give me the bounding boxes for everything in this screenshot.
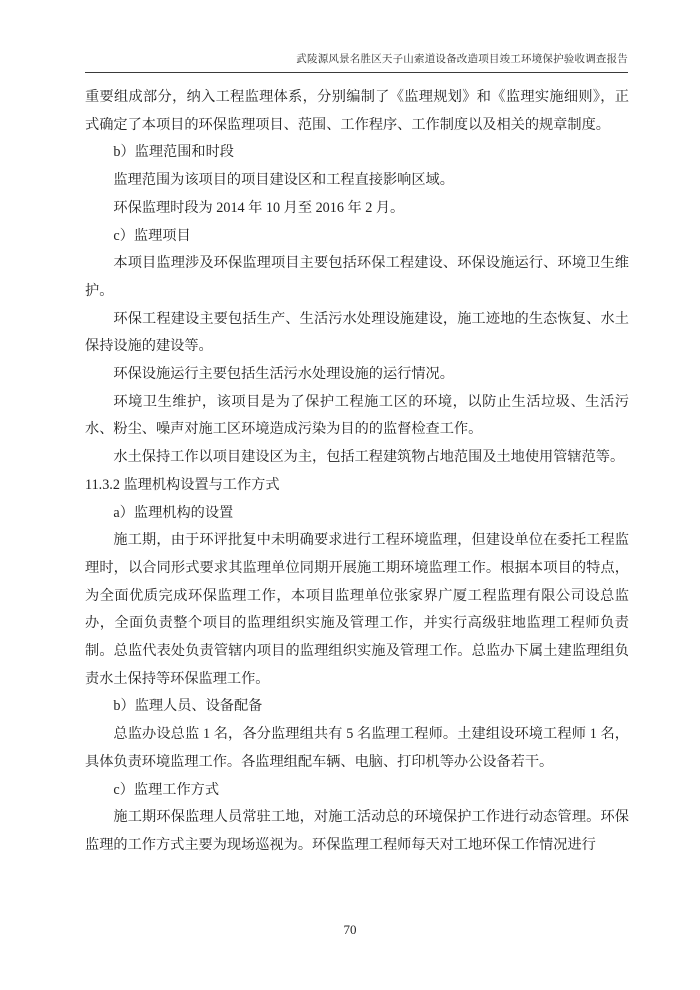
paragraph: b）监理人员、设备配备: [113, 698, 263, 715]
paragraph: 环保工程建设主要包括生产、生活污水处理设施建设，施工迹地的生态恢复、水土保持设施的建设等。: [85, 310, 629, 355]
paragraph: 重要组成部分，纳入工程监理体系，分别编制了《监理规划》和《监理实施细则》，正式确定了本项目的环保监理项目、范围、工作程序、工作制度以及相关的规章制度。: [85, 89, 629, 133]
paragraph: 本项目监理涉及环保监理项目主要包括环保工程建设、环保设施运行、环境卫生维护。: [85, 255, 629, 299]
paragraph: c）监理工作方式: [113, 781, 220, 798]
paragraph: 环保监理时段为 2014 年 10 月至 2016 年 2 月。: [113, 199, 405, 216]
section-heading: 11.3.2 监理机构设置与工作方式: [85, 476, 280, 493]
paragraph: 总监办设总监 1 名，各分监理组共有 5 名监理工程师。土建组设环境工程师 1 名，具体负责环境监理工作。各监理组配车辆、电脑、打印机等办公设备若干。: [85, 726, 629, 770]
paragraph: 施工期环保监理人员常驻工地，对施工活动总的环境保护工作进行动态管理。环保监理的工作方式主要为现场巡视为。环保监理工程师每天对工地环保工作情况进行: [85, 809, 629, 853]
page-number: 70: [343, 922, 357, 937]
document-body: [85, 84, 629, 860]
paragraph: c）监理项目: [113, 227, 191, 244]
paragraph: 施工期，由于环评批复中未明确要求进行工程环境监理，但建设单位在委托工程监理时，以合同形式要求其监理单位同期开展施工期环境监理工作。根据本项目的特点，为全面优质完成环保监理工作，本项目监理单位张家界广厦工程监理有限公司设总监办，全面负责整个项目的监理组织实施及管理工作，并实行高级驻地监理工程师负责制。总监代表处负责管辖内项目的监理组织实施及管理工作。总监办下属土建监理组负责水土保持等环保监理工作。: [85, 532, 629, 687]
paragraph: 环保设施运行主要包括生活污水处理设施的运行情况。: [113, 366, 454, 383]
paragraph: 监理范围为该项目的项目建设区和工程直接影响区域。: [113, 172, 454, 189]
page-footer: [0, 922, 700, 938]
paragraph: a）监理机构的设置: [113, 504, 234, 521]
page-header: [85, 52, 628, 73]
paragraph: 水土保持工作以项目建设区为主，包括工程建筑物占地范围及土地使用管辖范等。: [113, 449, 625, 466]
paragraph: b）监理范围和时段: [113, 144, 234, 161]
paragraph: 环境卫生维护，该项目是为了保护工程施工区的环境，以防止生活垃圾、生活污水、粉尘、噪声对施工区环境造成污染为目的的监督检查工作。: [85, 393, 629, 438]
header-title: 武陵源风景名胜区天子山索道设备改造项目竣工环境保护验收调查报告: [296, 54, 628, 65]
